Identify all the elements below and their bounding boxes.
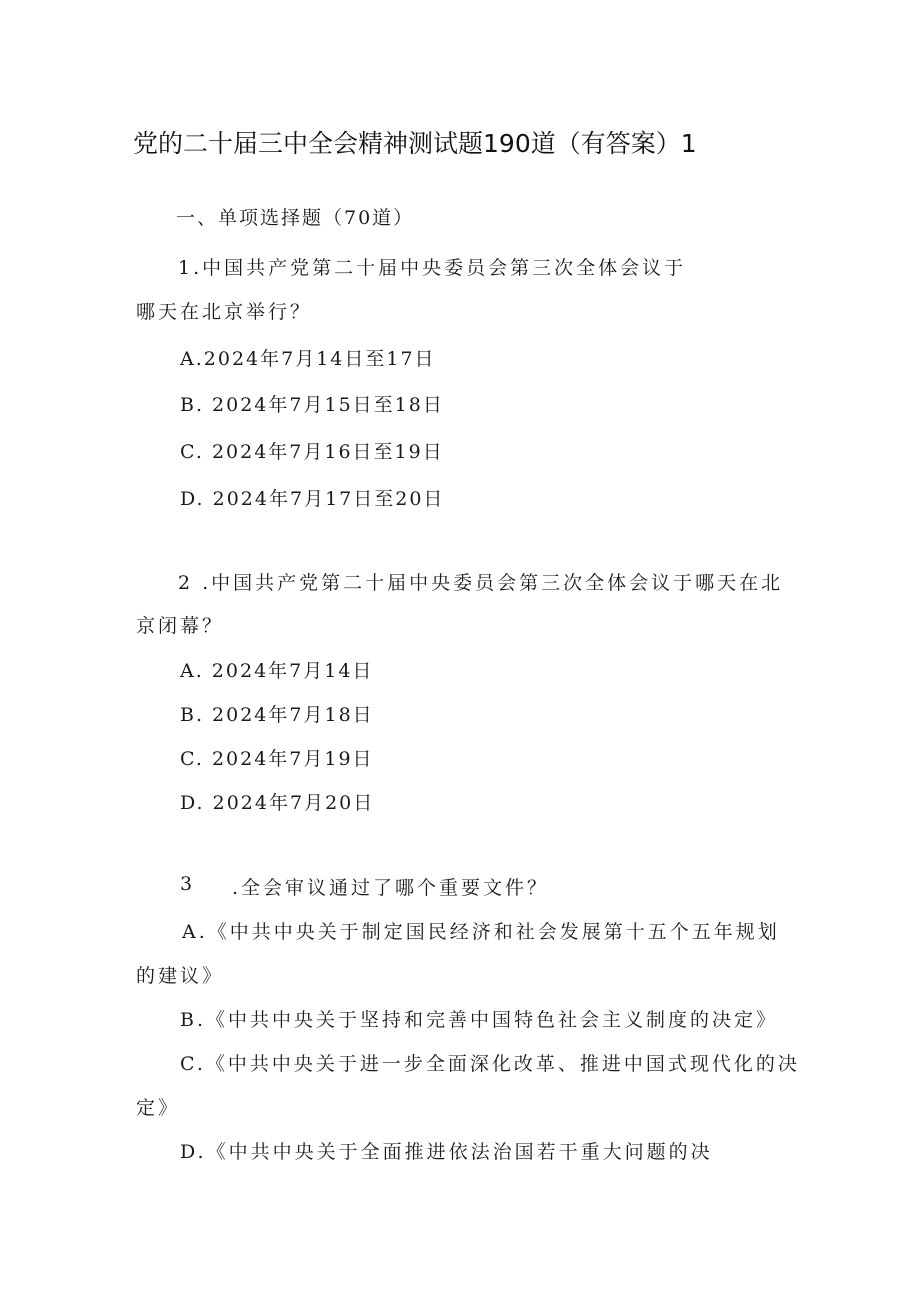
question-2-stem-line-1: 2 .中国共产党第二十届中央委员会第三次全体会议于哪天在北 [178, 572, 784, 594]
question-1-stem-line-2: 哪天在北京举行？ [136, 301, 313, 323]
document-title: 党的二十届三中全会精神测试题190道（有答案）1 [133, 129, 697, 158]
question-1-stem-line-1: 1.中国共产党第二十届中央委员会第三次全体会议于 [178, 257, 687, 279]
question-2-option-a: A. 2024年7月14日 [180, 660, 374, 682]
question-3-option-d-line-1: D.《中共中央关于全面推进依法治国若干重大问题的决 [180, 1141, 713, 1163]
question-2-option-c: C. 2024年7月19日 [180, 748, 374, 770]
question-1-option-d: D. 2024年7月17日至20日 [180, 488, 445, 510]
question-3-option-a-line-2: 的建议》 [136, 965, 225, 987]
question-3-option-c-line-1: C.《中共中央关于进一步全面深化改革、推进中国式现代化的决 [180, 1053, 800, 1075]
question-2-option-d: D. 2024年7月20日 [180, 792, 375, 814]
section-heading: 一、单项选择题（70道） [176, 207, 415, 229]
question-2-option-b: B. 2024年7月18日 [180, 704, 374, 726]
question-3-number: 3 [180, 873, 195, 895]
question-1-option-c: C. 2024年7月16日至19日 [180, 441, 444, 463]
question-1-option-a: A.2024年7月14日至17日 [180, 348, 436, 370]
question-3-option-c-line-2: 定》 [136, 1097, 181, 1119]
question-2-stem-line-2: 京闭幕？ [136, 615, 225, 637]
question-3-option-a-line-1: A.《中共中央关于制定国民经济和社会发展第十五个五年规划 [182, 921, 780, 943]
question-3-option-b: B.《中共中央关于坚持和完善中国特色社会主义制度的决定》 [180, 1009, 779, 1031]
question-1-option-b: B. 2024年7月15日至18日 [180, 394, 444, 416]
question-3-stem: .全会审议通过了哪个重要文件？ [232, 877, 550, 899]
